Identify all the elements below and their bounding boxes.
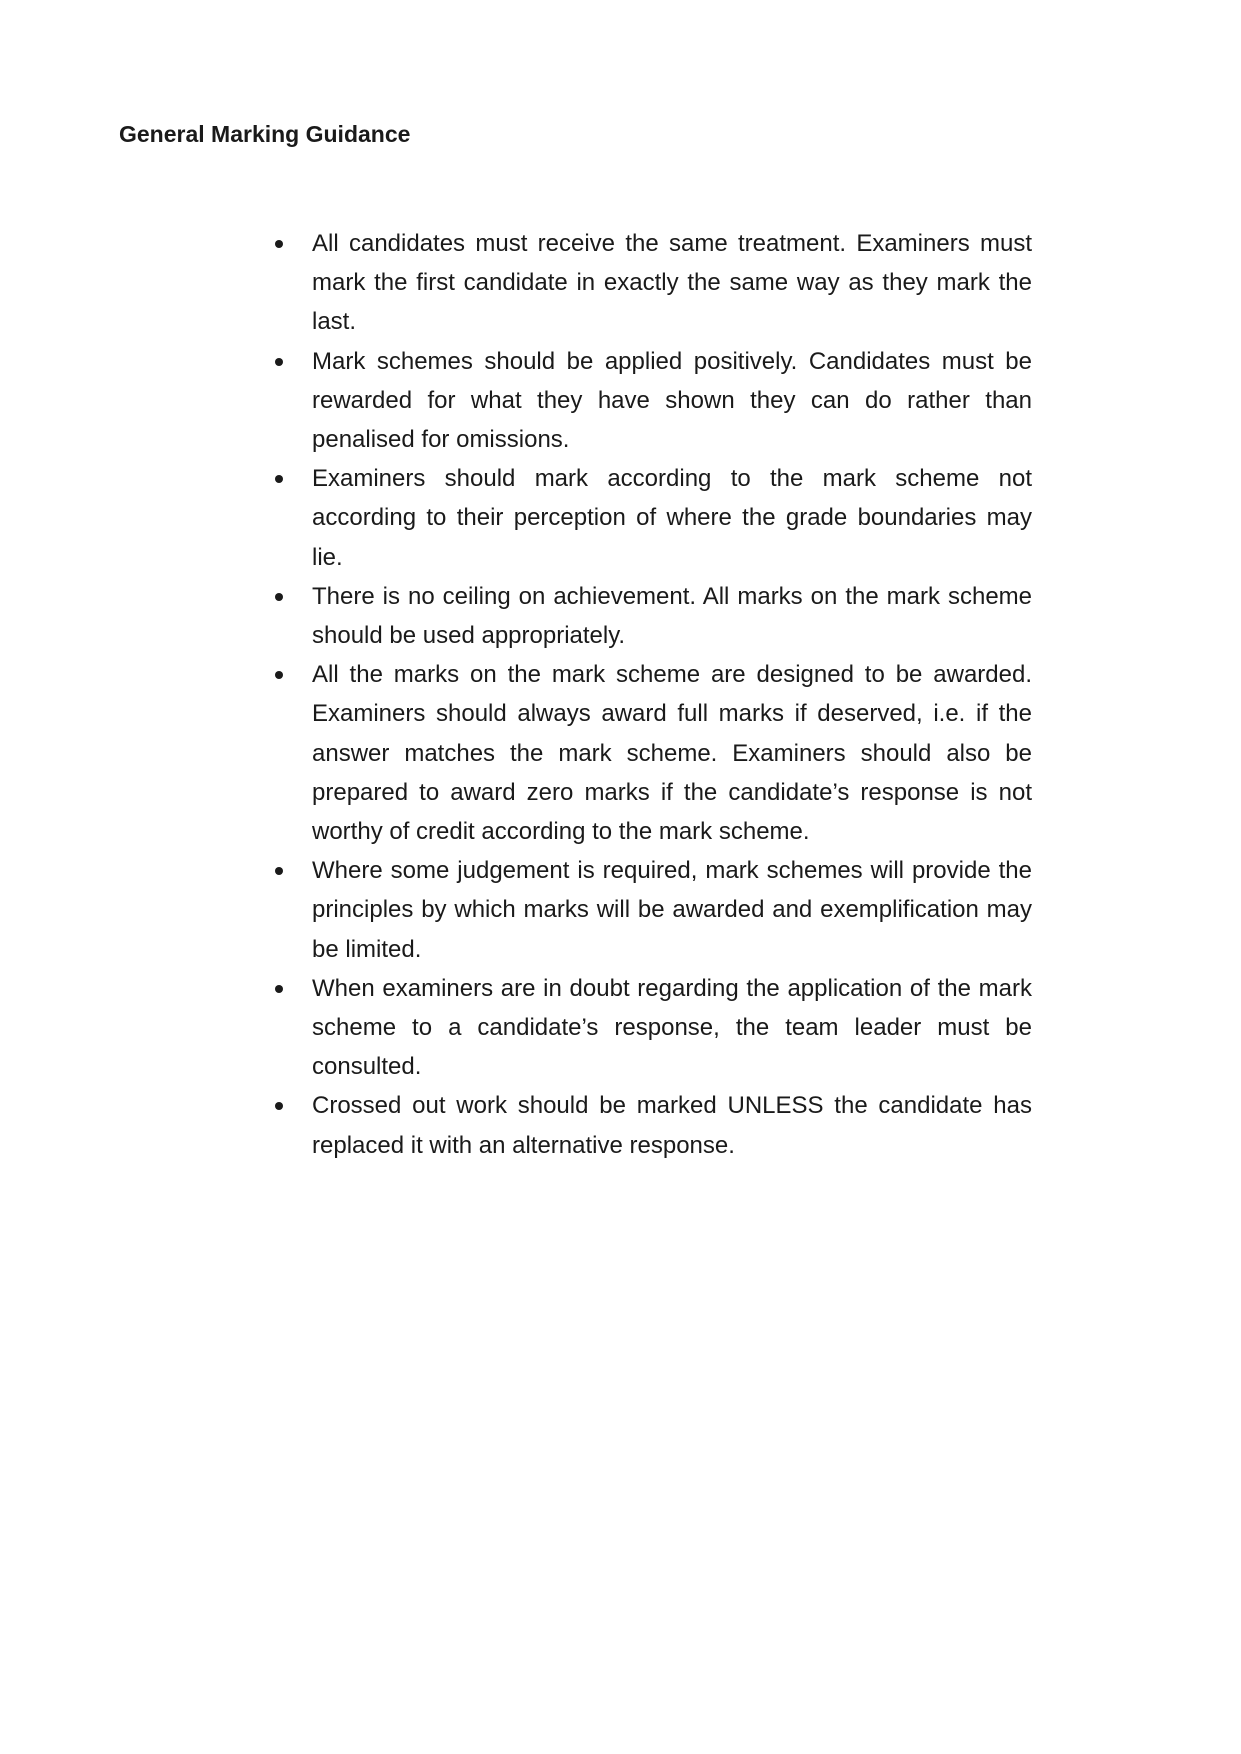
- bullet-icon: [275, 475, 283, 483]
- list-item-text: Where some judgement is required, mark schemes will provide the principles by which marks will be awarded and exemplification may be limited.: [312, 857, 1032, 963]
- list-item: [272, 224, 1032, 342]
- guidance-list: [272, 224, 1032, 1165]
- list-item: [272, 577, 1032, 655]
- bullet-icon: [275, 1102, 283, 1110]
- list-item-text: Examiners should mark according to the mark scheme not according to their perception of where the grade boundaries may lie.: [312, 465, 1032, 571]
- list-item: [272, 851, 1032, 969]
- list-item-text: All candidates must receive the same treatment. Examiners must mark the first candidate in exactly the same way as they mark the last.: [312, 230, 1032, 336]
- list-item: [272, 459, 1032, 577]
- list-item: [272, 1086, 1032, 1164]
- bullet-icon: [275, 593, 283, 601]
- bullet-icon: [275, 358, 283, 366]
- list-item-text: Crossed out work should be marked UNLESS the candidate has replaced it with an alternative response.: [312, 1092, 1032, 1159]
- list-item-text: Mark schemes should be applied positively. Candidates must be rewarded for what they have shown they can do rather than penalised for omissions.: [312, 347, 1032, 454]
- list-item-text: All the marks on the mark scheme are designed to be awarded. Examiners should always award full marks if deserved, i.e. if the answer matches the mark scheme. Examiners should also be prepared to award zero marks if the candidate’s response is not worthy of credit according to the mark scheme.: [312, 661, 1032, 846]
- bullet-icon: [275, 240, 283, 248]
- list-item: [272, 655, 1032, 851]
- list-item: [272, 969, 1032, 1087]
- list-item-text: When examiners are in doubt regarding the application of the mark scheme to a candidate’s response, the team leader must be consulted.: [312, 974, 1032, 1081]
- bullet-icon: [275, 985, 283, 993]
- list-item-text: There is no ceiling on achievement. All marks on the mark scheme should be used appropriately.: [312, 582, 1032, 650]
- bullet-icon: [275, 671, 283, 679]
- page-heading: General Marking Guidance: [119, 121, 411, 147]
- list-item: [272, 342, 1032, 460]
- bullet-icon: [275, 867, 283, 875]
